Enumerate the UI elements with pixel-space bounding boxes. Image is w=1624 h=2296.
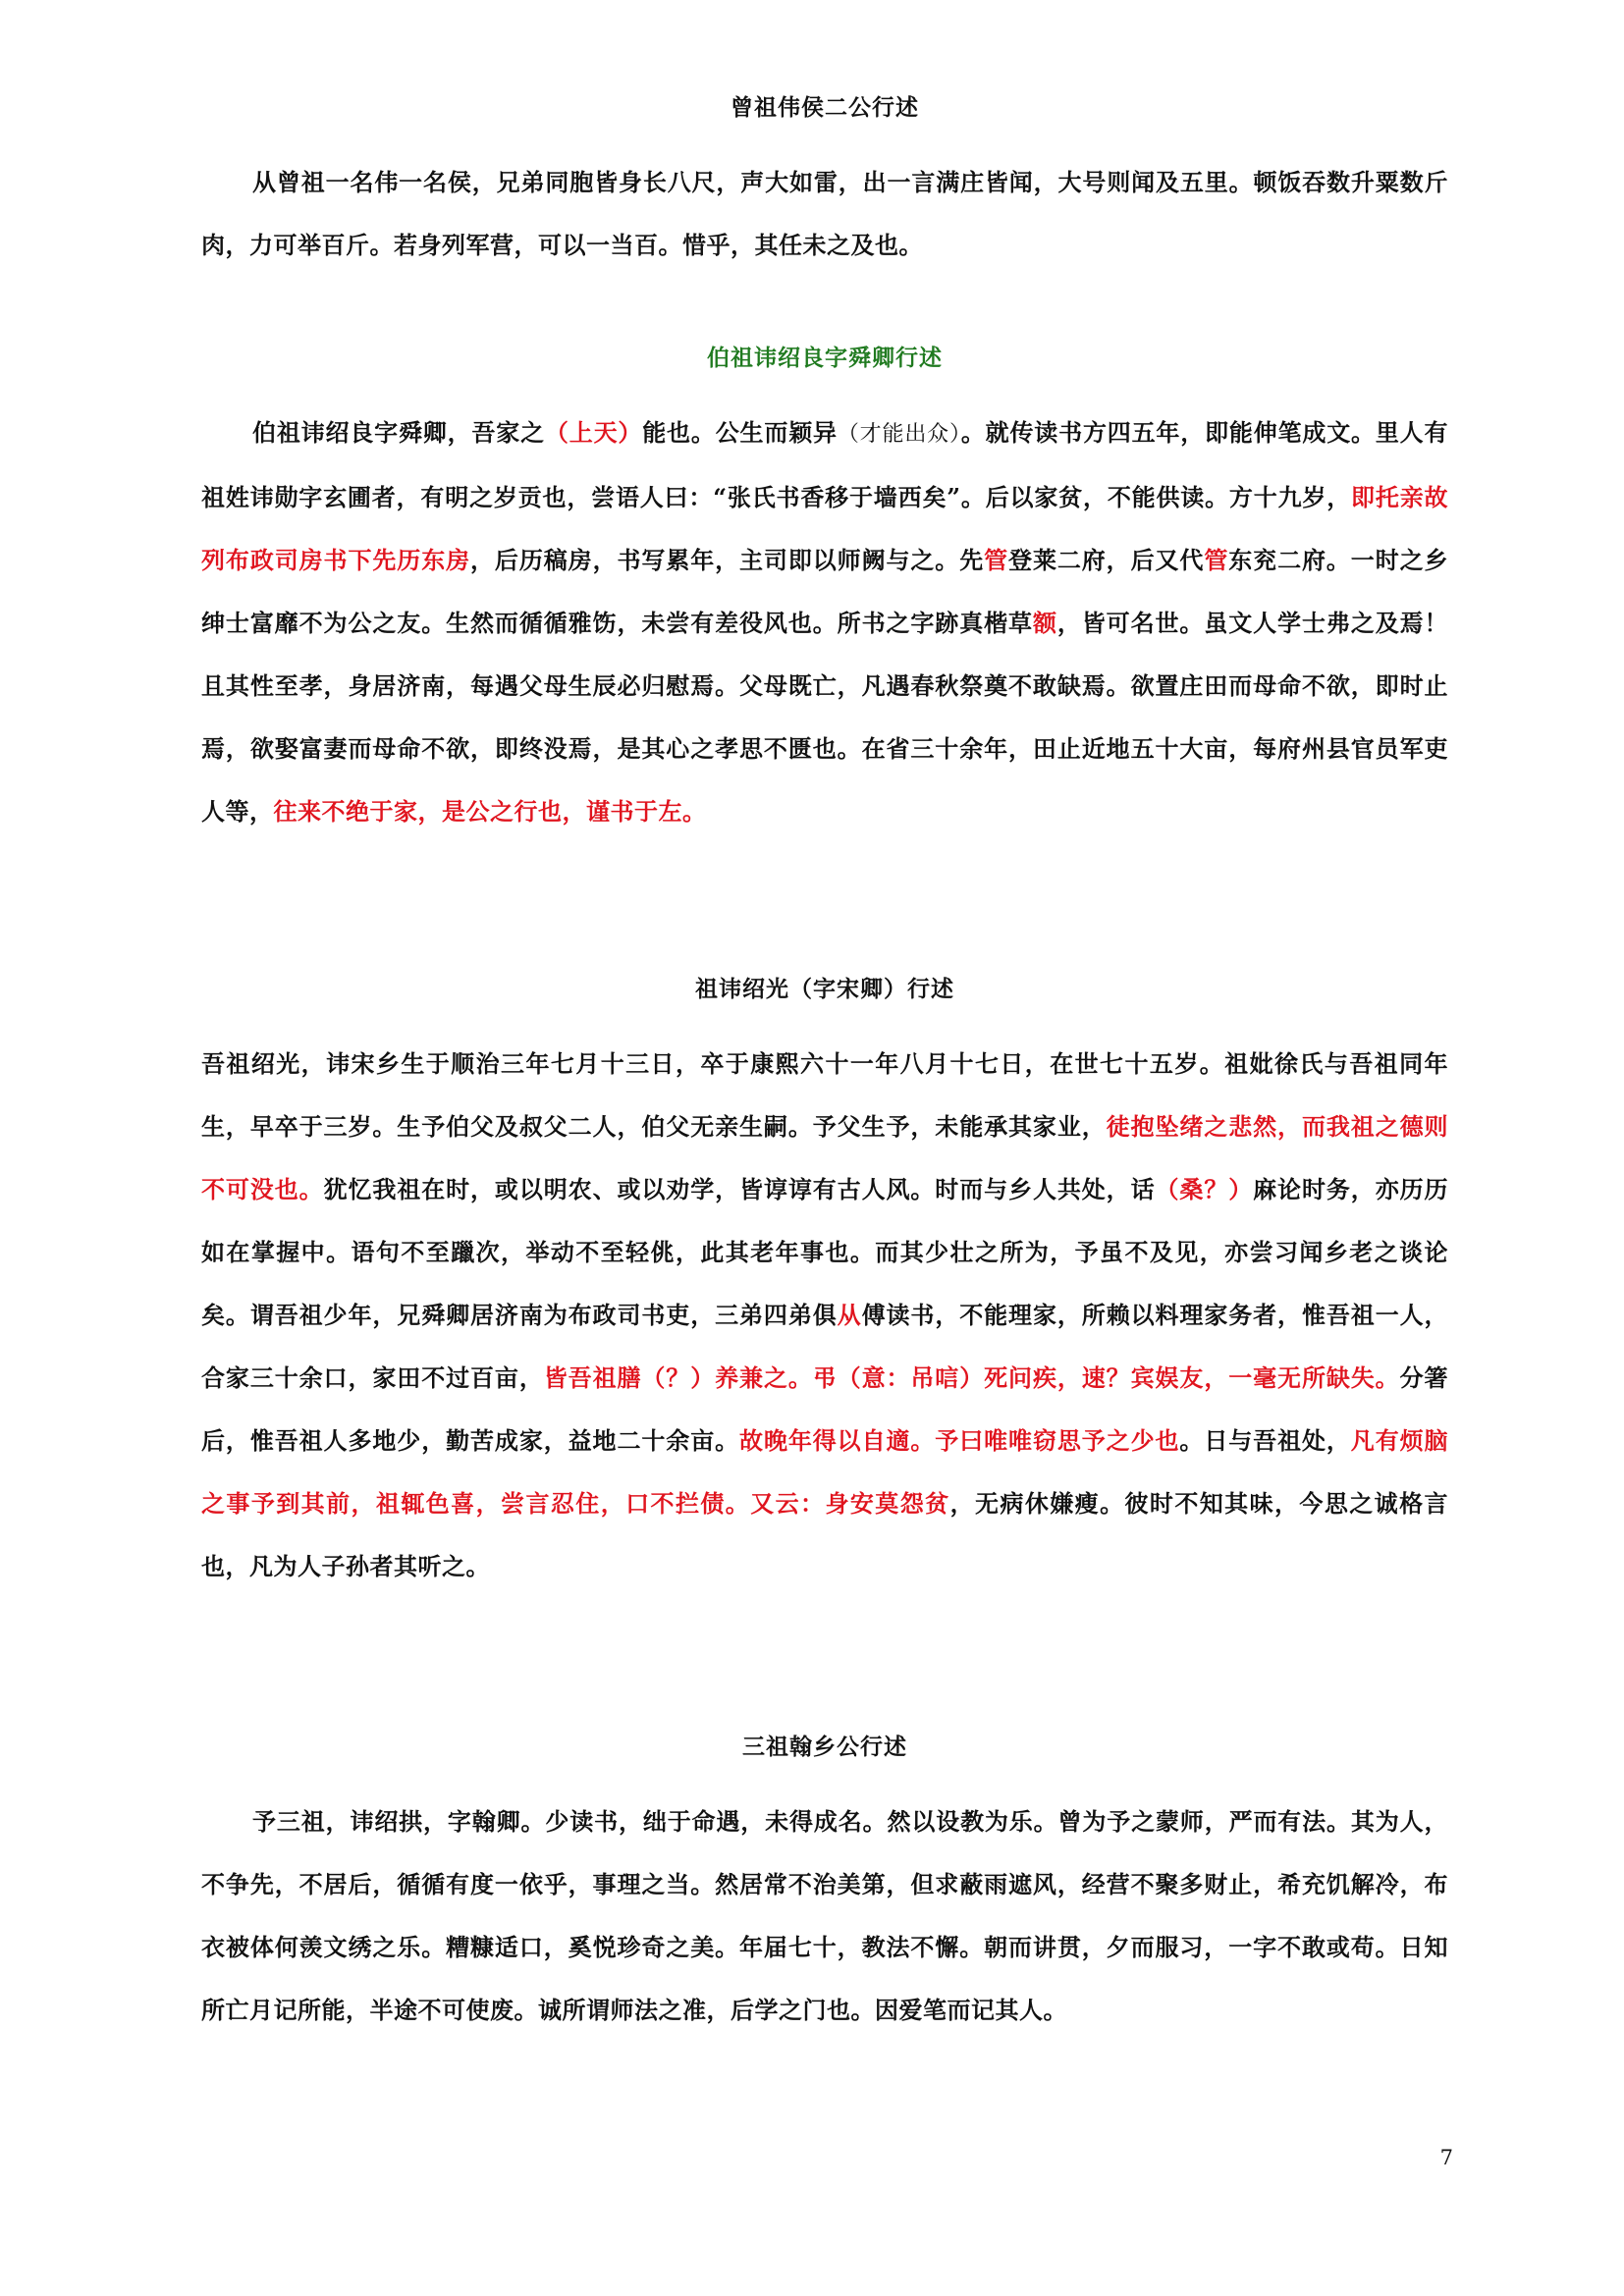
page-number: 7 [1439,2146,1453,2169]
text-run: 能也。公生而颖异 [642,418,838,447]
section-paragraph [201,401,1448,843]
highlighted-text: 从 [837,1301,862,1329]
text-run: ，无病休嫌瘦。彼时不知其味，今思之诚格言也，凡为人子孙者其听之。 [201,1489,1449,1580]
section-title: 三祖翰乡公行述 [742,1734,907,1760]
section-zengzu [201,88,1448,277]
highlighted-text: 故晚年得以自適。予曰唯唯窃思予之少也 [739,1426,1180,1455]
text-run: 从曾祖一名伟一名侯，兄弟同胞皆身长八尺，声大如雷，出一言满庄皆闻，大号则闻及五里。顿饭吞数升粟数斤肉，力可举百斤。若身列军营，可以一当百。惜乎，其任未之及也。 [201,168,1448,259]
highlighted-text: 管 [984,546,1009,574]
annotation-text: （才能出众） [837,422,961,447]
text-run: ，后历稿房，书写累年，主司即以师阙与之。先 [470,546,985,574]
section-paragraph [201,1033,1448,1598]
highlighted-text: 凡有烦脑之事予到其前，祖辄色喜，尝言忍住，口不拦债。又云：身安莫怨贫 [201,1426,1449,1518]
text-run: 东兖二府。一时之乡绅士富靡不为公之友。生然而循循雅饬，未尝有差役风也。所书之字跡真楷草 [201,546,1449,637]
section-sanzu [201,1728,1448,2042]
text-run: ，皆可名世。虽文人学士弗之及焉！且其性至孝，身居济南，每遇父母生辰必归慰焉。父母既亡，凡遇春秋祭奠不敢缺焉。欲置庄田而母命不欲，即时止焉，欲娶富妻而母命不欲，即终没焉，是其心之孝思不匮也。在省三十余年，田止近地五十大亩，每府州县官员军吏人等， [201,609,1449,826]
section-title: 祖讳绍光（字宋卿）行述 [695,976,954,1002]
highlighted-text: 管 [1204,546,1229,574]
highlighted-text: 往来不绝于家，是公之行也，谨书于左。 [273,797,707,826]
highlighted-text: 徒抱坠绪之悲然，而我祖之德则不可没也。 [201,1112,1449,1203]
section-zu-shaoguang [201,970,1448,1598]
highlighted-text: （上天） [544,418,643,447]
section-paragraph [201,151,1448,277]
highlighted-text: 皆吾祖膳（？）养兼之。弔（意：吊唁）死问疾，速？宾娱友，一毫无所缺失。 [543,1363,1400,1392]
text-run: 。日与吾祖处， [1179,1426,1351,1455]
section-title: 曾祖伟侯二公行述 [731,94,919,121]
text-run: 吾祖绍光，讳宋乡生于顺治三年七月十三日，卒于康熙六十一年八月十七日，在世七十五岁。祖妣徐氏与吾祖同年生，早卒于三岁。生予伯父及叔父二人，伯父无亲生嗣。予父生予，未能承其家业， [201,1049,1448,1141]
section-title: 伯祖讳绍良字舜卿行述 [707,345,943,371]
section-paragraph [201,1790,1448,2042]
text-run: 伯祖讳绍良字舜卿，吾家之 [252,418,545,447]
text-run: 。就传读书方四五年，即能伸笔成文。里人有祖姓讳勋字玄圃者，有明之岁贡也，尝语人曰：“张氏书香移于墙西矣”。后以家贫，不能供读。方十九岁， [201,418,1449,511]
highlighted-text: 即托亲故列布政司房书下先历东房 [201,483,1449,574]
text-run: 分箸后，惟吾祖人多地少，勤苦成家，益地二十余亩。 [201,1363,1449,1455]
text-run: 犹忆我祖在时，或以明农、或以劝学，皆谆谆有古人风。时而与乡人共处，话 [323,1175,1156,1203]
section-bozu [201,339,1448,843]
text-run: 登莱二府，后又代 [1008,546,1205,574]
text-run: 予三祖，讳绍拱，字翰卿。少读书，绌于命遇，未得成名。然以设教为乐。曾为予之蒙师，严而有法。其为人，不争先，不居后，循循有度一依乎，事理之当。然居常不治美第，但求蔽雨遮风，经营不聚多财止，希充饥解冷，布衣被体何羡文绣之乐。糟糠适口，奚悦珍奇之美。年届七十，教法不懈。朝而讲贯，夕而服习，一字不敢或苟。日知所亡月记所能，半途不可使废。诚所谓师法之准，后学之门也。因爱笔而记其人。 [201,1807,1448,2024]
highlighted-text: 额 [1032,609,1057,637]
highlighted-text: （桑？） [1155,1175,1254,1203]
text-run: 麻论时务，亦历历如在掌握中。语句不至躐次，举动不至轻佻，此其老年事也。而其少壮之所为，予虽不及见，亦尝习闻乡老之谈论矣。谓吾祖少年，兄舜卿居济南为布政司书吏，三弟四弟俱 [201,1175,1449,1329]
text-run: 傅读书，不能理家，所赖以料理家务者，惟吾祖一人，合家三十余口，家田不过百亩， [201,1301,1449,1392]
